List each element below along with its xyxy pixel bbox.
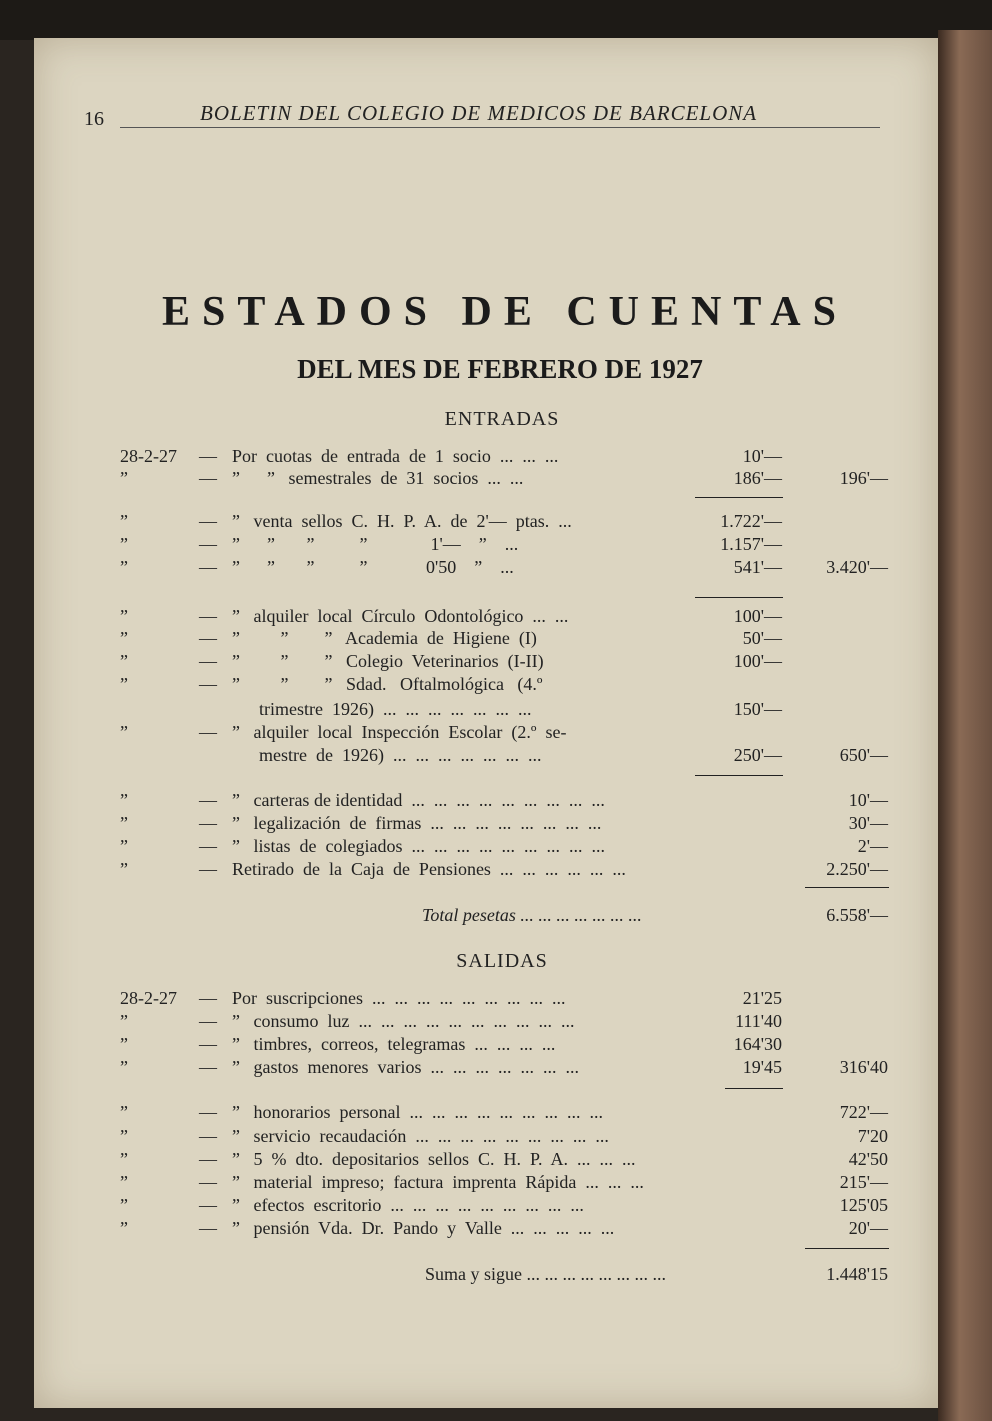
ledger-row xyxy=(0,722,900,746)
row-dash: — xyxy=(199,1011,217,1031)
running-title: BOLETIN DEL COLEGIO DE MEDICOS DE BARCELONA xyxy=(200,101,758,125)
row-amount: 164'30 xyxy=(733,1034,782,1054)
row-concept: ” alquiler local Círculo Odontológico ... ... xyxy=(232,606,569,626)
row-concept: ” ” ” ” 1'— ” ... xyxy=(232,534,519,554)
page-subtitle: DEL MES DE FEBRERO DE 1927 xyxy=(297,354,703,384)
row-concept: ” venta sellos C. H. P. A. de 2'— ptas. ... xyxy=(232,511,572,531)
row-date: ” xyxy=(120,1011,128,1031)
subtotal-rule xyxy=(725,1088,783,1089)
row-subtotal: 10'— xyxy=(848,790,888,810)
row-concept: Retirado de la Caja de Pensiones ... ... ... ... ... ... xyxy=(232,859,626,879)
ledger-row xyxy=(0,988,900,1012)
row-dash: — xyxy=(199,1126,217,1146)
row-date: ” xyxy=(120,468,128,488)
total-rule xyxy=(805,887,889,888)
row-subtotal: 196'— xyxy=(839,468,888,488)
row-subtotal: 30'— xyxy=(848,813,888,833)
row-concept: ” ” semestrales de 31 socios ... ... xyxy=(232,468,524,488)
row-concept: ” carteras de identidad ... ... ... ... ... ... ... ... ... xyxy=(232,790,605,810)
ledger-row xyxy=(0,1195,900,1219)
row-dash: — xyxy=(199,446,217,466)
row-subtotal: 125'05 xyxy=(839,1195,888,1215)
ledger-row xyxy=(0,468,900,492)
row-amount: 19'45 xyxy=(742,1057,782,1077)
page-number: 16 xyxy=(84,108,104,130)
ledger-row xyxy=(0,446,900,470)
row-amount: 1.157'— xyxy=(720,534,782,554)
row-date: ” xyxy=(120,628,128,648)
row-date: ” xyxy=(120,859,128,879)
ledger-row xyxy=(0,813,900,837)
row-concept: trimestre 1926) ... ... ... ... ... ... ... xyxy=(232,699,532,719)
row-amount: 100'— xyxy=(733,651,782,671)
row-dash: — xyxy=(199,557,217,577)
row-concept: ” ” ” Colegio Veterinarios (I-II) xyxy=(232,651,544,671)
row-amount: 1.722'— xyxy=(720,511,782,531)
row-date: 28-2-27 xyxy=(120,446,177,466)
ledger-row xyxy=(0,1034,900,1058)
subtotal-rule xyxy=(695,775,783,776)
ledger-row xyxy=(0,836,900,860)
row-dash: — xyxy=(199,988,217,1008)
row-date: ” xyxy=(120,1102,128,1122)
ledger-row xyxy=(0,511,900,535)
total-value: 6.558'— xyxy=(826,905,888,925)
row-subtotal: 722'— xyxy=(839,1102,888,1122)
row-concept: ” consumo luz ... ... ... ... ... ... ... ... ... ... xyxy=(232,1011,575,1031)
row-subtotal: 2.250'— xyxy=(826,859,888,879)
row-dash: — xyxy=(199,651,217,671)
total-value: 1.448'15 xyxy=(826,1264,888,1284)
row-dash: — xyxy=(199,1172,217,1192)
row-amount: 21'25 xyxy=(742,988,782,1008)
row-dash: — xyxy=(199,1195,217,1215)
row-date: ” xyxy=(120,651,128,671)
row-concept: mestre de 1926) ... ... ... ... ... ... ... xyxy=(232,745,542,765)
ledger-row xyxy=(0,1011,900,1035)
ledger-row xyxy=(0,1126,900,1150)
row-concept: ” servicio recaudación ... ... ... ... ... ... ... ... ... xyxy=(232,1126,609,1146)
ledger-row xyxy=(0,699,900,723)
row-amount: 111'40 xyxy=(735,1011,782,1031)
row-concept: Por cuotas de entrada de 1 socio ... ... ... xyxy=(232,446,559,466)
ledger-row xyxy=(0,1172,900,1196)
row-concept: ” 5 % dto. depositarios sellos C. H. P. A. ... ... ... xyxy=(232,1149,636,1169)
ledger-row xyxy=(0,1102,900,1126)
ledger-row xyxy=(0,745,900,769)
row-date: ” xyxy=(120,674,128,694)
row-dash: — xyxy=(199,534,217,554)
ledger-row xyxy=(0,606,900,630)
row-concept: ” alquiler local Inspección Escolar (2.º se- xyxy=(232,722,567,742)
row-concept: ” efectos escritorio ... ... ... ... ... ... ... ... ... xyxy=(232,1195,584,1215)
row-date: ” xyxy=(120,1218,128,1238)
row-date: ” xyxy=(120,1149,128,1169)
ledger-row xyxy=(0,1149,900,1173)
row-date: ” xyxy=(120,1126,128,1146)
ledger-row xyxy=(0,557,900,581)
row-date: ” xyxy=(120,722,128,742)
row-dash: — xyxy=(199,722,217,742)
row-concept: ” listas de colegiados ... ... ... ... ... ... ... ... ... xyxy=(232,836,605,856)
row-date: 28-2-27 xyxy=(120,988,177,1008)
row-dash: — xyxy=(199,859,217,879)
row-dash: — xyxy=(199,1034,217,1054)
row-subtotal: 3.420'— xyxy=(826,557,888,577)
ledger-row xyxy=(0,534,900,558)
ledger-row xyxy=(0,628,900,652)
row-dash: — xyxy=(199,790,217,810)
row-subtotal: 650'— xyxy=(839,745,888,765)
row-dash: — xyxy=(199,468,217,488)
ledger-row xyxy=(0,651,900,675)
row-amount: 50'— xyxy=(742,628,782,648)
row-amount: 100'— xyxy=(733,606,782,626)
row-dash: — xyxy=(199,813,217,833)
row-concept: ” gastos menores varios ... ... ... ... ... ... ... xyxy=(232,1057,579,1077)
row-date: ” xyxy=(120,557,128,577)
header-rule xyxy=(120,127,880,128)
salidas-total-row xyxy=(0,1264,900,1288)
row-subtotal: 316'40 xyxy=(839,1057,888,1077)
entradas-total-row xyxy=(0,905,900,929)
row-dash: — xyxy=(199,1057,217,1077)
ledger-row xyxy=(0,1218,900,1242)
subtotal-rule xyxy=(695,597,783,598)
row-date: ” xyxy=(120,813,128,833)
total-rule xyxy=(805,1248,889,1249)
row-dash: — xyxy=(199,1218,217,1238)
row-dash: — xyxy=(199,511,217,531)
row-subtotal: 7'20 xyxy=(857,1126,888,1146)
row-concept: Por suscripciones ... ... ... ... ... ... ... ... ... xyxy=(232,988,566,1008)
total-label: Suma y sigue ... ... ... ... ... ... ... ... xyxy=(425,1264,666,1284)
row-subtotal: 20'— xyxy=(848,1218,888,1238)
row-dash: — xyxy=(199,1102,217,1122)
row-subtotal: 2'— xyxy=(857,836,888,856)
facing-page-edge xyxy=(938,30,992,1421)
page-title: ESTADOS DE CUENTAS xyxy=(162,289,848,335)
row-amount: 250'— xyxy=(733,745,782,765)
book-spine-strip xyxy=(0,0,992,40)
row-amount: 541'— xyxy=(733,557,782,577)
entradas-heading: ENTRADAS xyxy=(444,408,560,430)
row-dash: — xyxy=(199,674,217,694)
row-concept: ” legalización de firmas ... ... ... ... ... ... ... ... xyxy=(232,813,602,833)
row-dash: — xyxy=(199,628,217,648)
row-concept: ” ” ” ” 0'50 ” ... xyxy=(232,557,514,577)
row-dash: — xyxy=(199,1149,217,1169)
row-amount: 186'— xyxy=(733,468,782,488)
row-date: ” xyxy=(120,511,128,531)
row-concept: ” timbres, correos, telegramas ... ... ... ... xyxy=(232,1034,556,1054)
row-amount: 10'— xyxy=(742,446,782,466)
salidas-heading: SALIDAS xyxy=(456,950,548,972)
ledger-row xyxy=(0,859,900,883)
row-date: ” xyxy=(120,836,128,856)
row-date: ” xyxy=(120,606,128,626)
row-dash: — xyxy=(199,606,217,626)
row-date: ” xyxy=(120,1172,128,1192)
row-date: ” xyxy=(120,534,128,554)
row-concept: ” pensión Vda. Dr. Pando y Valle ... ... ... ... ... xyxy=(232,1218,615,1238)
subtotal-rule xyxy=(695,497,783,498)
row-date: ” xyxy=(120,1034,128,1054)
ledger-row xyxy=(0,790,900,814)
row-subtotal: 215'— xyxy=(839,1172,888,1192)
row-amount: 150'— xyxy=(733,699,782,719)
row-concept: ” ” ” Sdad. Oftalmológica (4.º xyxy=(232,674,543,694)
ledger-row xyxy=(0,674,900,698)
row-concept: ” honorarios personal ... ... ... ... ... ... ... ... ... xyxy=(232,1102,603,1122)
ledger-row xyxy=(0,1057,900,1081)
row-subtotal: 42'50 xyxy=(848,1149,888,1169)
row-date: ” xyxy=(120,1195,128,1215)
row-date: ” xyxy=(120,1057,128,1077)
row-date: ” xyxy=(120,790,128,810)
total-label: Total pesetas ... ... ... ... ... ... ... xyxy=(422,905,642,925)
row-dash: — xyxy=(199,836,217,856)
row-concept: ” material impreso; factura imprenta Rápida ... ... ... xyxy=(232,1172,644,1192)
row-concept: ” ” ” Academia de Higiene (I) xyxy=(232,628,537,648)
